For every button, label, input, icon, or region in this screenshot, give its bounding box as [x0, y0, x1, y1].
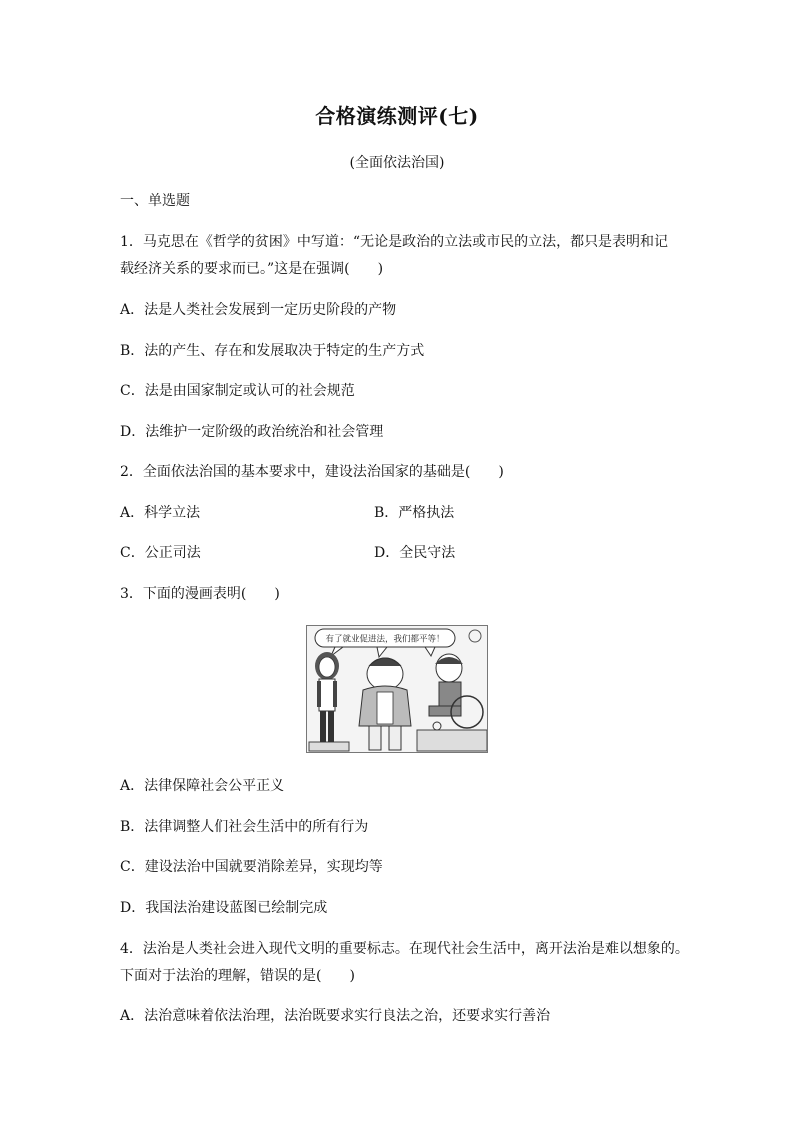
q1-option-b: B．法的产生、存在和发展取决于特定的生产方式 — [120, 343, 425, 359]
q2-option-a: A．科学立法 — [120, 505, 201, 521]
stamp-icon — [469, 630, 481, 642]
q1-stem-line2: 载经济关系的要求而已。”这是在强调( ) — [120, 261, 384, 277]
q3-stem: 3．下面的漫画表明( ) — [120, 586, 280, 602]
page-title: 合格演练测评(七) — [315, 104, 479, 128]
q2-stem: 2．全面依法治国的基本要求中，建设法治国家的基础是( ) — [120, 464, 504, 480]
section-heading: 一、单选题 — [120, 193, 190, 209]
page-subtitle: (全面依法治国) — [349, 155, 445, 171]
q1-option-d: D．法维护一定阶级的政治统治和社会管理 — [120, 424, 384, 440]
q2-option-c: C．公正司法 — [120, 545, 201, 561]
q2-option-d: D．全民守法 — [374, 545, 456, 561]
q4-option-a: A．法治意味着依法治理，法治既要求实行良法之治，还要求实行善治 — [120, 1008, 551, 1024]
q3-option-d: D．我国法治建设蓝图已绘制完成 — [120, 900, 328, 916]
q4-stem-line2: 下面对于法治的理解，错误的是( ) — [120, 968, 355, 984]
q1-stem-line1: 1．马克思在《哲学的贫困》中写道：“无论是政治的立法或市民的立法，都只是表明和记 — [120, 234, 669, 250]
q2-option-b: B．严格执法 — [374, 505, 455, 521]
q1-option-a: A．法是人类社会发展到一定历史阶段的产物 — [120, 302, 397, 318]
q3-option-b: B．法律调整人们社会生活中的所有行为 — [120, 819, 369, 835]
comic-caption: 有了就业促进法，我们都平等！ — [325, 634, 445, 645]
q3-option-c: C．建设法治中国就要消除差异，实现均等 — [120, 859, 383, 875]
q1-option-c: C．法是由国家制定或认可的社会规范 — [120, 383, 355, 399]
q4-stem-line1: 4．法治是人类社会进入现代文明的重要标志。在现代社会生活中，离开法治是难以想象的。 — [120, 941, 689, 957]
comic-illustration — [307, 626, 487, 752]
q3-option-a: A．法律保障社会公平正义 — [120, 778, 285, 794]
comic-image — [306, 625, 488, 753]
